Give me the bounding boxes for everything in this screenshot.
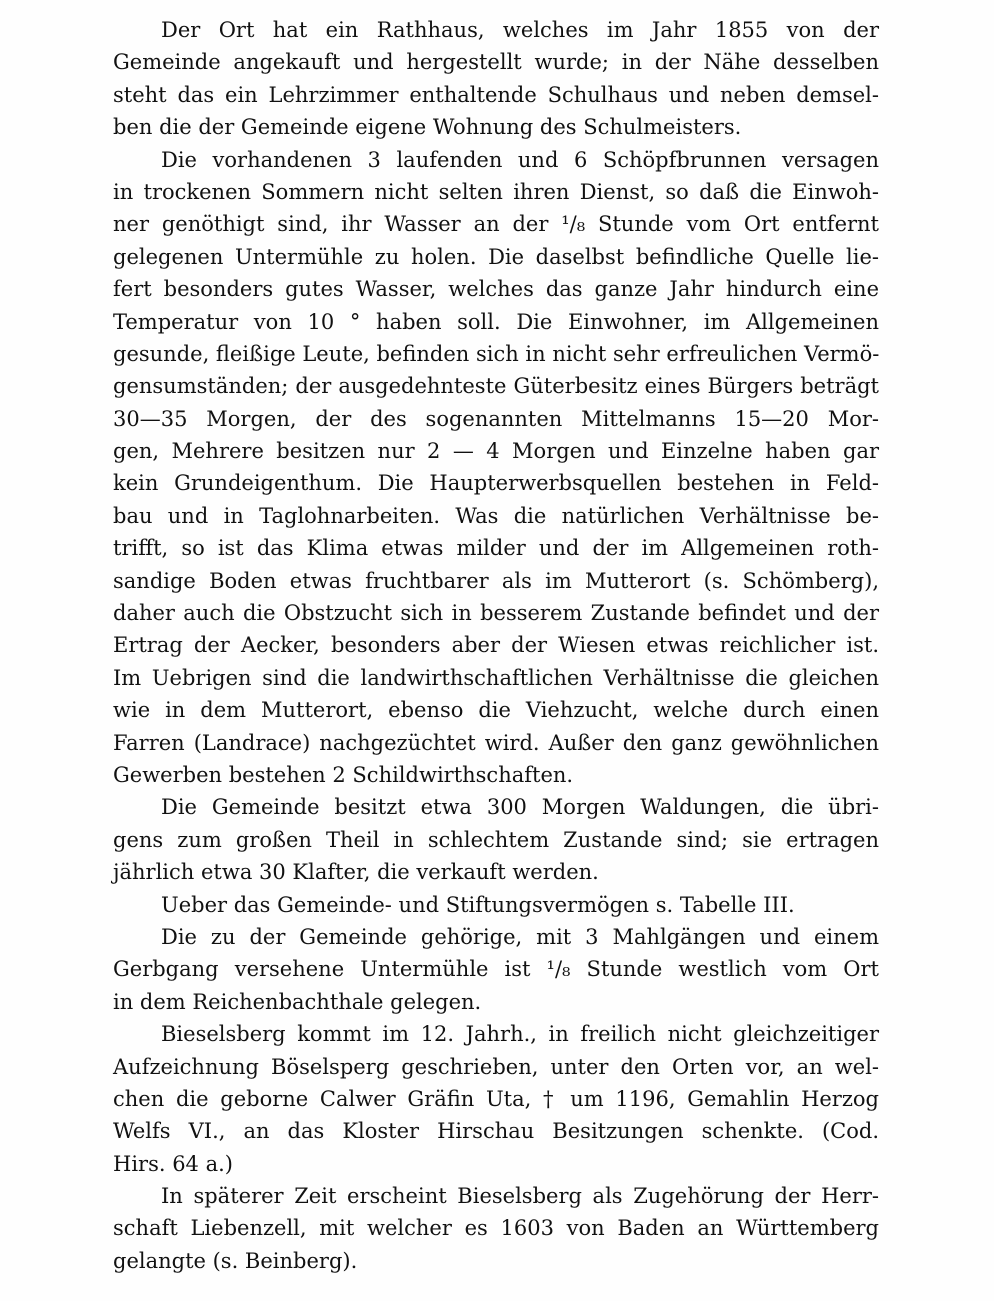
text-line: Bieselsberg kommt im 12. Jahrh., in freilich nicht gleichzeitiger bbox=[161, 1022, 879, 1047]
text-line: gelegenen Untermühle zu holen. Die daselbst befindliche Quelle lie- bbox=[113, 244, 879, 269]
text-line: Der Ort hat ein Rathhaus, welches im Jahr 1855 von der bbox=[161, 18, 879, 42]
text-line: Die Gemeinde besitzt etwa 300 Morgen Waldungen, die übri- bbox=[161, 795, 879, 820]
text-line: wie in dem Mutterort, ebenso die Viehzucht, welche durch einen bbox=[113, 698, 879, 723]
text-line: Die vorhandenen 3 laufenden und 6 Schöpfbrunnen versagen bbox=[161, 147, 879, 172]
text-line: gens zum großen Theil in schlechtem Zustande sind; sie ertragen bbox=[113, 827, 879, 852]
text-line: Ueber das Gemeinde- und Stiftungsvermögen s. Tabelle III. bbox=[161, 892, 795, 917]
text-line: gesunde, fleißige Leute, befinden sich in nicht sehr erfreulichen Vermö- bbox=[113, 341, 880, 366]
text-line: sandige Boden etwas fruchtbarer als im Mutterort (s. Schömberg), bbox=[113, 568, 879, 593]
text-line: Farren (Landrace) nachgezüchtet wird. Außer den ganz gewöhnlichen bbox=[113, 730, 879, 755]
text-line: In späterer Zeit erscheint Bieselsberg als Zugehörung der Herr- bbox=[161, 1184, 879, 1209]
paragraph-spaeter bbox=[113, 1180, 879, 1277]
text-line: schaft Liebenzell, mit welcher es 1603 von Baden an Württemberg bbox=[113, 1216, 879, 1241]
text-line: Hirs. 64 a.) bbox=[113, 1151, 233, 1176]
text-line: fert besonders gutes Wasser, welches das ganze Jahr hindurch eine bbox=[113, 277, 879, 302]
text-line: trifft, so ist das Klima etwas milder und der im Allgemeinen roth- bbox=[113, 536, 879, 561]
text-line: Temperatur von 10 ° haben soll. Die Einwohner, im Allgemeinen bbox=[113, 309, 879, 334]
text-line: 30—35 Morgen, der des sogenannten Mittelmanns 15—20 Mor- bbox=[113, 406, 879, 431]
text-line: Gerbgang versehene Untermühle ist ¹/₈ Stunde westlich vom Ort bbox=[113, 957, 879, 982]
paragraph-waldungen bbox=[113, 791, 879, 888]
text-line: Aufzeichnung Böselsperg geschrieben, unter den Orten vor, an wel- bbox=[113, 1054, 879, 1079]
text-line: ner genöthigt sind, ihr Wasser an der ¹/₈ Stunde vom Ort entfernt bbox=[113, 212, 879, 237]
text-line: gelangte (s. Beinberg). bbox=[113, 1248, 358, 1273]
paragraph-vermoegen bbox=[113, 889, 879, 921]
text-line: ben die der Gemeinde eigene Wohnung des Schulmeisters. bbox=[113, 115, 742, 140]
text-line: Ertrag der Aecker, besonders aber der Wiesen etwas reichlicher ist. bbox=[113, 633, 879, 658]
text-line: gen, Mehrere besitzen nur 2 — 4 Morgen und Einzelne haben gar bbox=[113, 439, 879, 464]
text-line: Gewerben bestehen 2 Schildwirthschaften. bbox=[113, 762, 574, 787]
text-line: kein Grundeigenthum. Die Haupterwerbsquellen bestehen in Feld- bbox=[113, 471, 879, 496]
text-line: gensumständen; der ausgedehnteste Güterbesitz eines Bürgers beträgt bbox=[113, 374, 879, 399]
text-line: in dem Reichenbachthale gelegen. bbox=[113, 989, 482, 1014]
text-line: Gemeinde angekauft und hergestellt wurde; in der Nähe desselben bbox=[113, 50, 879, 75]
text-line: in trockenen Sommern nicht selten ihren Dienst, so daß die Einwoh- bbox=[113, 179, 879, 204]
paragraph-brunnen bbox=[113, 144, 879, 792]
text-line: Welfs VI., an das Kloster Hirschau Besitzungen schenkte. (Cod. bbox=[113, 1119, 879, 1144]
text-line: chen die geborne Calwer Gräfin Uta, † um 1196, Gemahlin Herzog bbox=[113, 1086, 879, 1111]
text-line: Die zu der Gemeinde gehörige, mit 3 Mahlgängen und einem bbox=[161, 924, 879, 949]
paragraph-geschichte bbox=[113, 1018, 879, 1180]
text-line: Im Uebrigen sind die landwirthschaftlichen Verhältnisse die gleichen bbox=[113, 665, 879, 690]
body-text bbox=[113, 14, 879, 1277]
text-line: steht das ein Lehrzimmer enthaltende Schulhaus und neben demsel- bbox=[113, 82, 879, 107]
paragraph-untermuehle bbox=[113, 921, 879, 1018]
paragraph-rathhaus bbox=[113, 14, 879, 144]
text-line: bau und in Taglohnarbeiten. Was die natürlichen Verhältnisse be- bbox=[113, 503, 879, 528]
text-line: daher auch die Obstzucht sich in besserem Zustande befindet und der bbox=[113, 601, 879, 626]
text-line: jährlich etwa 30 Klafter, die verkauft werden. bbox=[113, 860, 599, 885]
